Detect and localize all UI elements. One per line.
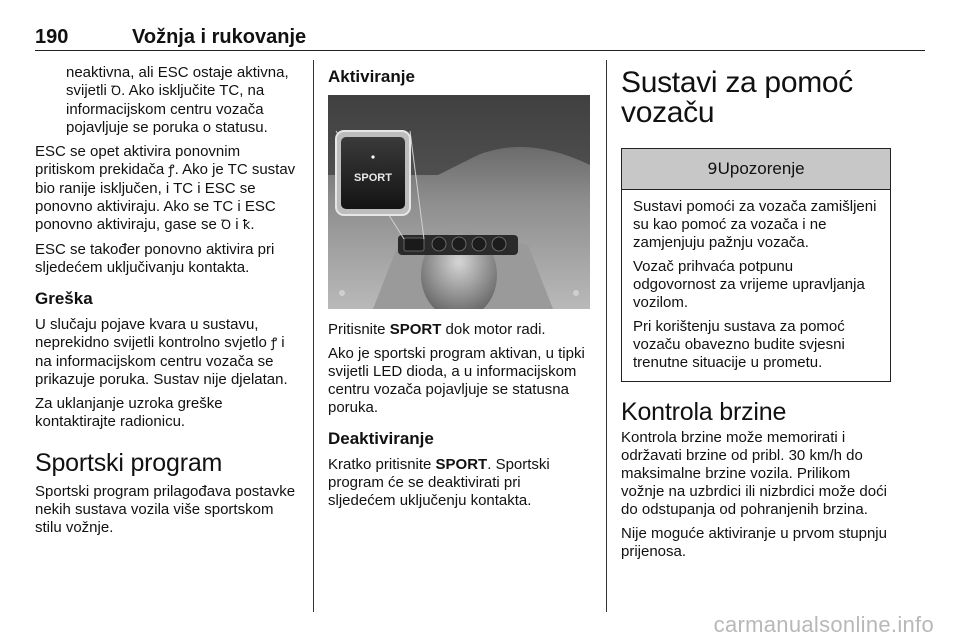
driver-assist-heading: Sustavi za pomoć vozaču xyxy=(621,66,853,129)
sport-paragraph: Sportski program prilagođava postavke nekih sustava vozila više sportskom stilu vožnje. xyxy=(35,483,296,536)
esc-ignition-paragraph: ESC se također ponovno aktivira pri sljedećem uključivanju kontakta. xyxy=(35,241,275,276)
esc-off-icon: ꝁ xyxy=(242,218,251,233)
watermark: carmanualsonline.info xyxy=(713,612,934,637)
column-1 xyxy=(35,64,303,543)
warning-triangle-icon: 9 xyxy=(707,159,718,178)
warning-header xyxy=(622,149,890,190)
sport-active-paragraph: Ako je sportski program aktivan, u tipki svijetli LED dioda, a u informacijskom centru vozača pojavljuje se statusna poruka. xyxy=(328,345,585,416)
workshop-paragraph: Za uklanjanje uzroka greške kontaktirajte radionicu. xyxy=(35,395,223,430)
warning-box xyxy=(621,148,891,382)
sport-heading: Sportski program xyxy=(35,449,223,477)
deactivate-heading: Deaktiviranje xyxy=(328,429,434,448)
warning-text-2: Vozač prihvaća potpunu odgovornost za vrijeme upravljanja vozilom. xyxy=(633,258,865,311)
cruise-control-paragraph: Kontrola brzine može memorirati i održavati brzine od pribl. 30 km/h do maksimalne brzine vozila. Prilikom vožnje na uzbrdici ili nizbrdici može doći do odstupanja od pohranjenih brzina. xyxy=(621,429,887,518)
column-2 xyxy=(328,64,590,516)
page-header xyxy=(35,26,925,51)
warning-body xyxy=(622,190,890,381)
tc-status-paragraph: neaktivna, ali ESC ostaje aktivna, svijetli Ꝺ. Ako isključite TC, na informacijskom centru vozača pojavljuje se poruka o statusu. xyxy=(66,64,289,136)
first-gear-paragraph: Nije moguće aktiviranje u prvom stupnju prijenosa. xyxy=(621,525,887,560)
warning-text-3: Pri korištenju sustava za pomoć vozaču obavezno budite svjesni trenutne situacije u prometu. xyxy=(633,318,845,371)
sport-button-photo xyxy=(328,95,590,309)
column-divider-1 xyxy=(313,60,314,612)
activate-heading: Aktiviranje xyxy=(328,67,415,86)
esc-reactivate-paragraph: ESC se opet aktivira ponovnim pritiskom prekidača ꝭ. Ako je TC sustav bio ranije isključen, i TC i ESC se ponovno aktiviraju. Ako se TC i ESC ponovno aktiviraju, gase se Ꝺ i ꝁ. xyxy=(35,143,296,233)
column-divider-2 xyxy=(606,60,607,612)
sport-button-label: SPORT xyxy=(354,172,392,184)
tc-off-icon: Ꝺ xyxy=(111,84,122,99)
tc-off-icon: Ꝺ xyxy=(220,218,232,233)
warning-text-1: Sustavi pomoći za vozača zamišljeni su kao pomoć za vozača i ne zamjenjuju pažnju vozača. xyxy=(633,198,877,251)
activate-paragraph: Pritisnite SPORT dok motor radi. xyxy=(328,321,546,338)
esc-icon: ꝭ xyxy=(168,163,175,178)
fault-heading: Greška xyxy=(35,289,93,308)
column-3 xyxy=(621,68,891,567)
page-number: 190 xyxy=(35,26,69,48)
warning-title: Upozorenje xyxy=(717,159,805,178)
cruise-control-heading: Kontrola brzine xyxy=(621,398,787,426)
section-title: Vožnja i rukovanje xyxy=(132,26,307,48)
esc-icon: ꝭ xyxy=(270,336,278,351)
deactivate-paragraph: Kratko pritisnite SPORT. Sportski program će se deaktivirati pri sljedećem uključenju kontakta. xyxy=(328,456,550,509)
fault-paragraph: U slučaju pojave kvara u sustavu, neprekidno svijetli kontrolno svjetlo ꝭ i na informacijskom centru vozača se prikazuje poruka. Sustav nije djelatan. xyxy=(35,316,288,388)
